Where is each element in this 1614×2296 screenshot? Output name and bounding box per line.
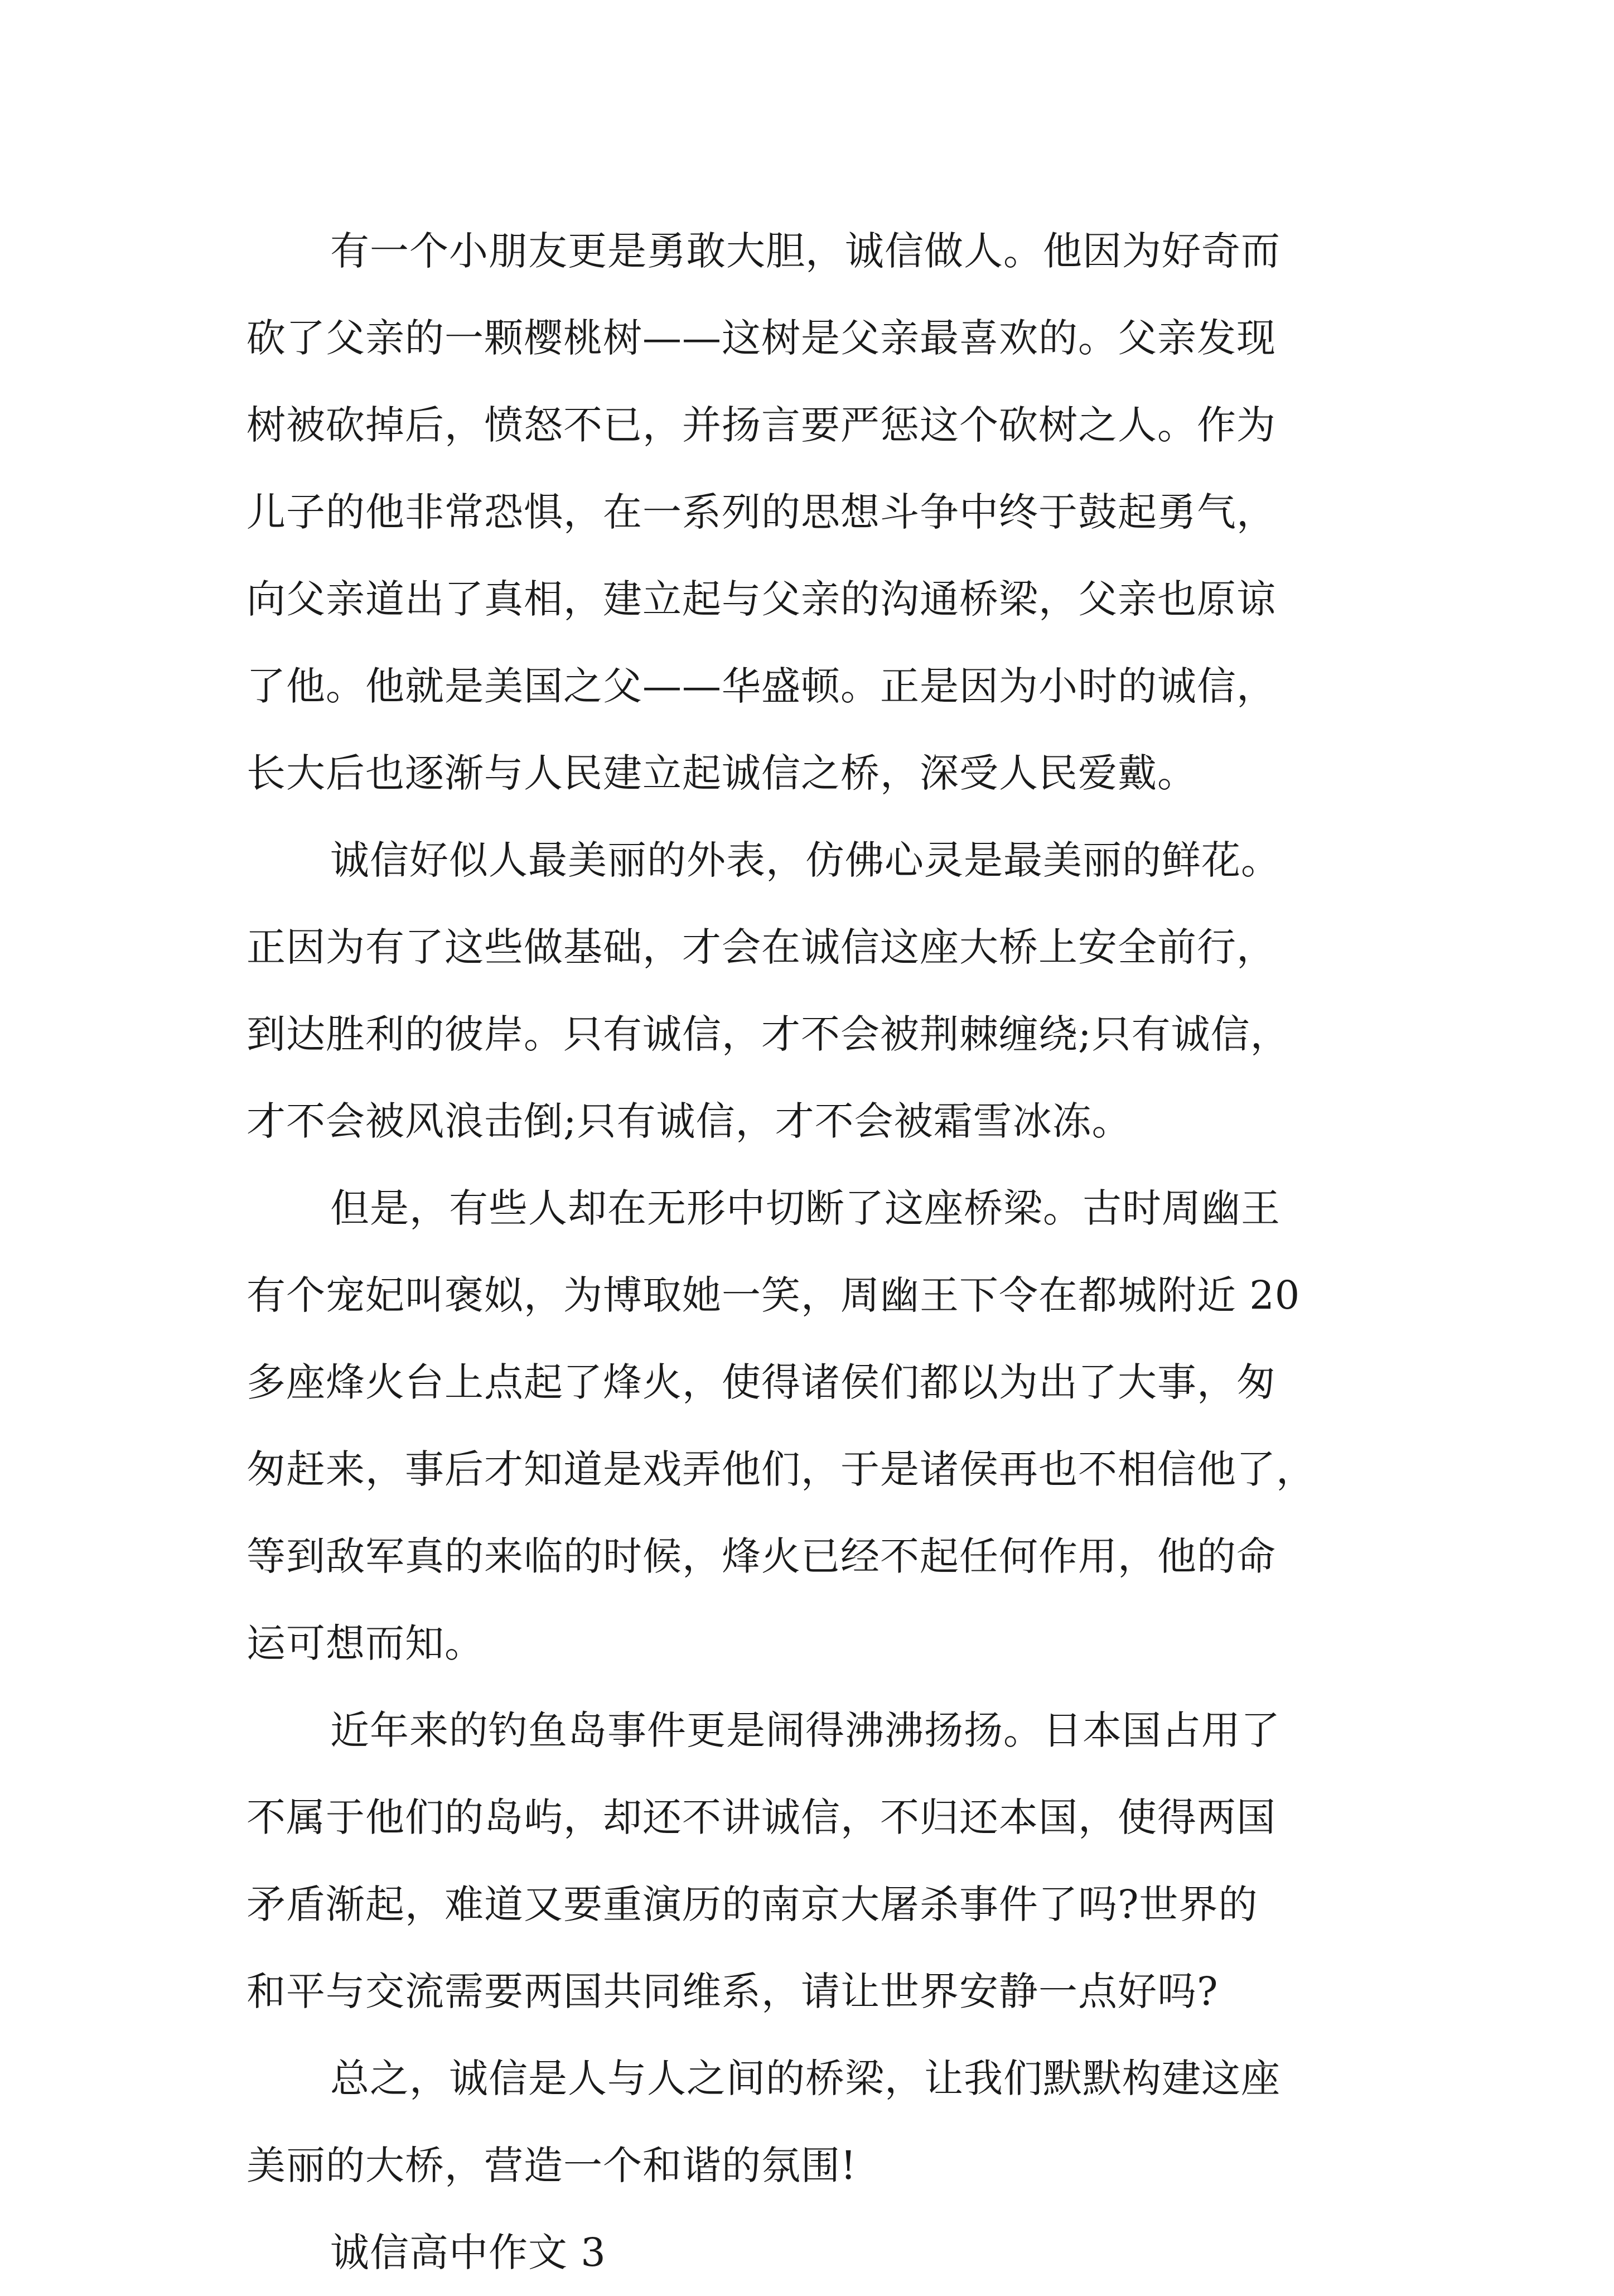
text-line: 和平与交流需要两国共同维系，请让世界安静一点好吗?	[247, 1969, 1219, 2014]
text-line: 有个宠妃叫褒姒，为博取她一笑，周幽王下令在都城附近 20	[247, 1272, 1301, 1318]
text-line: 诚信好似人最美丽的外表，仿佛心灵是最美丽的鲜花。	[330, 837, 1280, 883]
text-line: 才不会被风浪击倒;只有诚信，才不会被霜雪冰冻。	[247, 1098, 1132, 1144]
text-line: 运可想而知。	[247, 1620, 484, 1666]
text-line: 等到敌军真的来临的时候，烽火已经不起任何作用，他的命	[247, 1533, 1276, 1579]
paragraph-integrity-beauty	[247, 817, 1373, 1165]
text-line: 儿子的他非常恐惧，在一系列的思想斗争中终于鼓起勇气，	[247, 489, 1276, 535]
text-line: 向父亲道出了真相，建立起与父亲的沟通桥梁，父亲也原谅	[247, 576, 1276, 622]
text-line: 矛盾渐起，难道又要重演历的南京大屠杀事件了吗?世界的	[247, 1882, 1258, 1927]
text-line: 树被砍掉后，愤怒不已，并扬言要严惩这个砍树之人。作为	[247, 402, 1276, 448]
text-line: 了他。他就是美国之父——华盛顿。正是因为小时的诚信，	[247, 663, 1276, 709]
paragraph-washington	[247, 208, 1373, 817]
text-line: 匆赶来，事后才知道是戏弄他们，于是诸侯再也不相信他了，	[247, 1446, 1316, 1492]
text-line: 到达胜利的彼岸。只有诚信，才不会被荆棘缠绕;只有诚信，	[247, 1011, 1290, 1057]
text-line: 长大后也逐渐与人民建立起诚信之桥，深受人民爱戴。	[247, 750, 1197, 796]
text-line: 多座烽火台上点起了烽火，使得诸侯们都以为出了大事，匆	[247, 1359, 1276, 1405]
text-line: 不属于他们的岛屿，却还不讲诚信，不归还本国，使得两国	[247, 1795, 1276, 1840]
text-line: 有一个小朋友更是勇敢大胆，诚信做人。他因为好奇而	[330, 228, 1280, 274]
document-body	[247, 208, 1373, 2296]
text-line: 但是，有些人却在无形中切断了这座桥梁。古时周幽王	[330, 1185, 1280, 1231]
paragraph-zhou-youwang	[247, 1165, 1373, 1687]
text-line: 正因为有了这些做基础，才会在诚信这座大桥上安全前行，	[247, 924, 1276, 970]
heading-text: 诚信高中作文 3	[330, 2230, 606, 2275]
text-line: 美丽的大桥，营造一个和谐的氛围!	[247, 2143, 857, 2188]
text-line: 砍了父亲的一颗樱桃树——这树是父亲最喜欢的。父亲发现	[247, 315, 1276, 361]
text-line: 近年来的钓鱼岛事件更是闹得沸沸扬扬。日本国占用了	[330, 1707, 1280, 1753]
paragraph-diaoyu-island	[247, 1687, 1373, 2035]
text-line: 总之，诚信是人与人之间的桥梁，让我们默默构建这座	[330, 2056, 1280, 2101]
paragraph-conclusion	[247, 2035, 1373, 2209]
